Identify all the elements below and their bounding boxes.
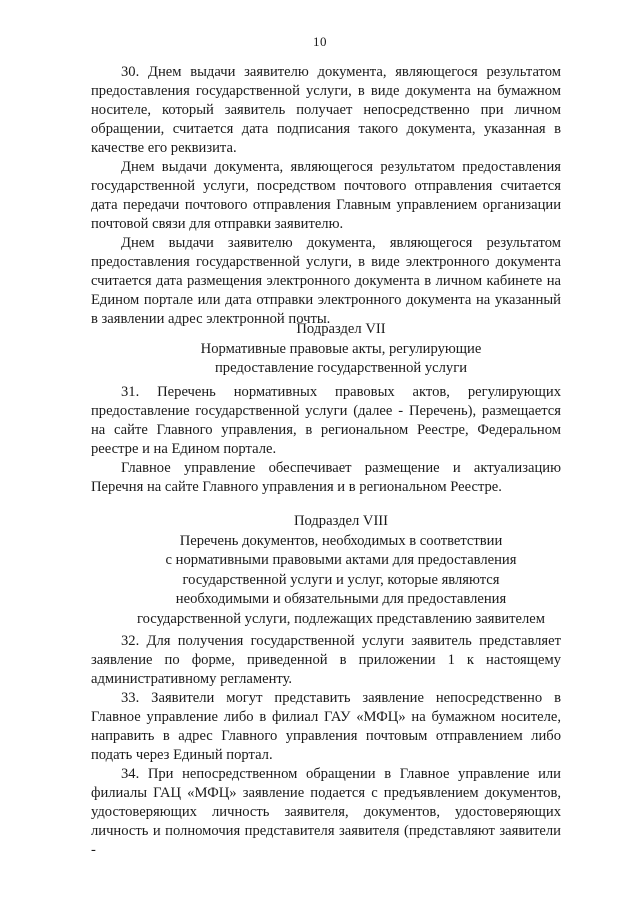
subsection-7-heading (91, 320, 591, 379)
paragraph-item-33: 33. Заявители могут представить заявление непосредственно в Главное управление либо в филиал ГАУ «МФЦ» на бумажном носителе, направить в адрес Главного управления почтовым отправлением либо подать через Единый портал. (91, 690, 561, 763)
subsection-7-title: Подраздел VII (296, 321, 386, 337)
subsection-8-line: необходимыми и обязательными для предоставления (175, 591, 507, 607)
subsection-8-heading (91, 512, 591, 629)
paragraph-item-31: 31. Перечень нормативных правовых актов, регулирующих предоставление государственной услуги (далее - Перечень), размещается на сайте Главного управления, в региональном Реестре, Федеральном реестре и на Едином портале. (91, 384, 561, 457)
paragraph-list-update: Главное управление обеспечивает размещение и актуализацию Перечня на сайте Главного управления и в региональном Реестре. (91, 460, 561, 495)
subsection-7-line: Нормативные правовые акты, регулирующие (200, 340, 482, 357)
paragraphs-items-32-34 (91, 632, 561, 860)
subsection-8-title: Подраздел VIII (293, 513, 389, 529)
subsection-7-line: предоставление государственной услуги (215, 360, 467, 376)
paragraph-electronic-delivery: Днем выдачи заявителю документа, являющегося результатом предоставления государственной услуги, в виде электронного документа считается дата размещения электронного документа в личном кабинете на Едином портале или дата отправки электронного документа на указанный в заявлении адрес электронной почты. (91, 235, 561, 327)
paragraph-postal-delivery: Днем выдачи документа, являющегося результатом предоставления государственной услуги, посредством почтового отправления считается дата передачи почтового отправления Главным управлением организации почтовой связи для отправки заявителю. (91, 159, 561, 232)
paragraphs-item-31 (91, 383, 561, 497)
page-number: 10 (313, 34, 327, 49)
subsection-8-line: государственной услуги, подлежащих представлению заявителем (137, 610, 545, 627)
paragraphs-item-30 (91, 63, 561, 329)
paragraph-item-32: 32. Для получения государственной услуги заявитель представляет заявление по форме, приведенной в приложении 1 к настоящему административному регламенту. (91, 633, 561, 687)
subsection-8-line: Перечень документов, необходимых в соответствии (179, 532, 503, 549)
paragraph-item-34: 34. При непосредственном обращении в Главное управление или филиалы ГАЦ «МФЦ» заявление подается с предъявлением документов, удостоверяющих личность заявителя, документов, удостоверяющих личность и полномочия представителя заявителя (представляют заявители - (91, 766, 561, 858)
subsection-8-line: государственной услуги и услуг, которые являются (182, 571, 500, 588)
subsection-8-line: с нормативными правовыми актами для предоставления (165, 552, 517, 568)
paragraph-item-30: 30. Днем выдачи заявителю документа, являющегося результатом предоставления государственной услуги, в виде документа на бумажном носителе, который заявитель получает непосредственно при личном обращении, считается дата подписания такого документа, указанная в качестве его реквизита. (91, 64, 561, 156)
